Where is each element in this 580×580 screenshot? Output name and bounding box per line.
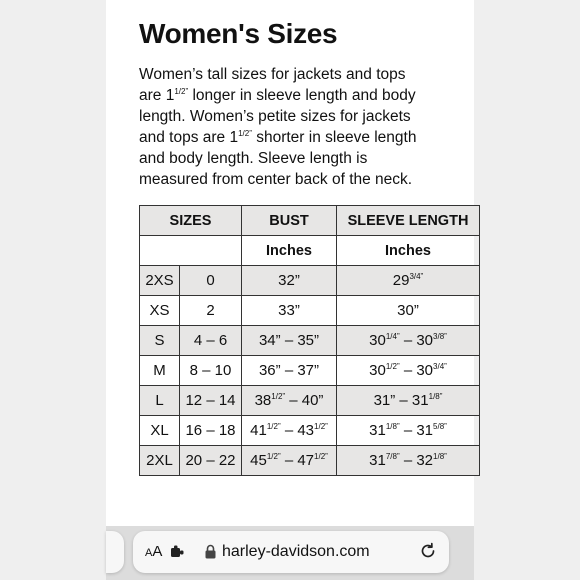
value-text: – 32 bbox=[399, 452, 434, 469]
header-bust: BUST bbox=[242, 206, 337, 236]
sleeve-value bbox=[337, 356, 480, 386]
fraction-superscript: 3/8” bbox=[433, 332, 447, 341]
size-table-container[interactable] bbox=[139, 205, 469, 485]
value-text: – 31 bbox=[399, 422, 434, 439]
size-number: 16 – 18 bbox=[180, 416, 242, 446]
value-text: 41 bbox=[250, 422, 267, 439]
web-page-content bbox=[106, 0, 474, 526]
size-label: XS bbox=[140, 296, 180, 326]
desc-line: length. Women’s petite sizes for jackets bbox=[139, 108, 411, 125]
size-table bbox=[139, 205, 480, 476]
bust-value bbox=[242, 446, 337, 476]
size-label: 2XS bbox=[140, 266, 180, 296]
table-row bbox=[140, 326, 480, 356]
bust-value bbox=[242, 356, 337, 386]
sleeve-value bbox=[337, 416, 480, 446]
units-bust: Inches bbox=[242, 236, 337, 266]
table-row bbox=[140, 416, 480, 446]
bust-value bbox=[242, 416, 337, 446]
sleeve-value bbox=[337, 386, 480, 416]
value-text: – 30 bbox=[399, 332, 434, 349]
sleeve-value bbox=[337, 266, 480, 296]
value-text: 34” – 35” bbox=[258, 332, 320, 349]
size-number: 12 – 14 bbox=[180, 386, 242, 416]
value-text: – 47 bbox=[280, 452, 315, 469]
table-row bbox=[140, 386, 480, 416]
value-text: 31 bbox=[369, 452, 386, 469]
value-text: 30 bbox=[369, 332, 386, 349]
size-number: 2 bbox=[180, 296, 242, 326]
table-row bbox=[140, 356, 480, 386]
value-text: 30 bbox=[369, 362, 386, 379]
value-text: – 30 bbox=[399, 362, 434, 379]
fraction-superscript: 7/8” bbox=[385, 452, 400, 461]
desc-line: Women’s tall sizes for jackets and tops bbox=[139, 66, 406, 83]
units-sleeve: Inches bbox=[337, 236, 480, 266]
table-row bbox=[140, 266, 480, 296]
fraction-superscript: 3/4” bbox=[409, 272, 424, 281]
value-text: 31 bbox=[369, 422, 386, 439]
url-text[interactable]: harley-davidson.com bbox=[222, 543, 370, 560]
desc-line: and body length. Sleeve length is bbox=[139, 150, 368, 167]
value-text: 45 bbox=[250, 452, 267, 469]
fraction-superscript: 5/8” bbox=[433, 422, 447, 431]
desc-line: are $1^{1/2”}$ longer in sleeve length and body bbox=[139, 87, 416, 104]
bust-value bbox=[242, 386, 337, 416]
bust-value bbox=[242, 326, 337, 356]
value-text: 38 bbox=[254, 392, 272, 409]
table-row bbox=[140, 446, 480, 476]
fraction-superscript: 1/2” bbox=[271, 392, 286, 401]
fraction-superscript: 1/8” bbox=[385, 422, 400, 431]
table-header-row bbox=[140, 206, 480, 236]
table-row bbox=[140, 296, 480, 326]
page-title: Women's Sizes bbox=[139, 18, 338, 49]
header-sleeve-length: SLEEVE LENGTH bbox=[337, 206, 480, 236]
size-number: 4 – 6 bbox=[180, 326, 242, 356]
right-margin bbox=[474, 0, 580, 580]
units-empty-cell bbox=[140, 236, 242, 266]
sleeve-value bbox=[337, 326, 480, 356]
desc-line: measured from center back of the neck. bbox=[139, 171, 413, 188]
size-number: 8 – 10 bbox=[180, 356, 242, 386]
fraction-superscript: 1/2” bbox=[385, 362, 400, 371]
fraction-superscript: 1/2” bbox=[266, 452, 281, 461]
size-number: 20 – 22 bbox=[180, 446, 242, 476]
lock-icon bbox=[205, 544, 216, 559]
size-description bbox=[139, 64, 469, 190]
size-number: 0 bbox=[180, 266, 242, 296]
bust-value bbox=[242, 266, 337, 296]
value-text: 33” bbox=[278, 302, 300, 319]
size-label: L bbox=[140, 386, 180, 416]
reload-icon[interactable] bbox=[419, 542, 437, 560]
fraction-superscript: 3/4” bbox=[433, 362, 447, 371]
fraction-superscript: 1/8” bbox=[428, 392, 443, 401]
value-text: 32” bbox=[278, 272, 300, 289]
fraction-superscript: 1/2” bbox=[266, 422, 281, 431]
fraction-superscript: 1/2” bbox=[314, 422, 328, 431]
header-sizes: SIZES bbox=[140, 206, 242, 236]
fraction-superscript: 1/4” bbox=[385, 332, 400, 341]
value-text: 36” – 37” bbox=[258, 362, 320, 379]
size-label: M bbox=[140, 356, 180, 386]
size-label: XL bbox=[140, 416, 180, 446]
value-text: – 43 bbox=[280, 422, 315, 439]
sleeve-value bbox=[337, 296, 480, 326]
desc-line: and tops are $1^{1/2”}$ shorter in sleeve length bbox=[139, 129, 417, 146]
puzzle-extension-icon[interactable] bbox=[171, 545, 185, 559]
value-text: 30” bbox=[397, 302, 419, 319]
reader-text-size-button[interactable]: AA bbox=[145, 543, 163, 560]
address-bar[interactable] bbox=[133, 531, 449, 573]
value-text: 29 bbox=[392, 272, 410, 289]
left-margin bbox=[0, 0, 106, 580]
value-text: – 40” bbox=[285, 392, 324, 409]
bust-value bbox=[242, 296, 337, 326]
fraction-superscript: 1/8” bbox=[433, 452, 447, 461]
fraction-superscript: 1/2” bbox=[314, 452, 328, 461]
table-units-row bbox=[140, 236, 480, 266]
previous-tab-stub[interactable] bbox=[106, 531, 124, 573]
sleeve-value bbox=[337, 446, 480, 476]
size-label: 2XL bbox=[140, 446, 180, 476]
value-text: 31” – 31 bbox=[373, 392, 429, 409]
size-label: S bbox=[140, 326, 180, 356]
